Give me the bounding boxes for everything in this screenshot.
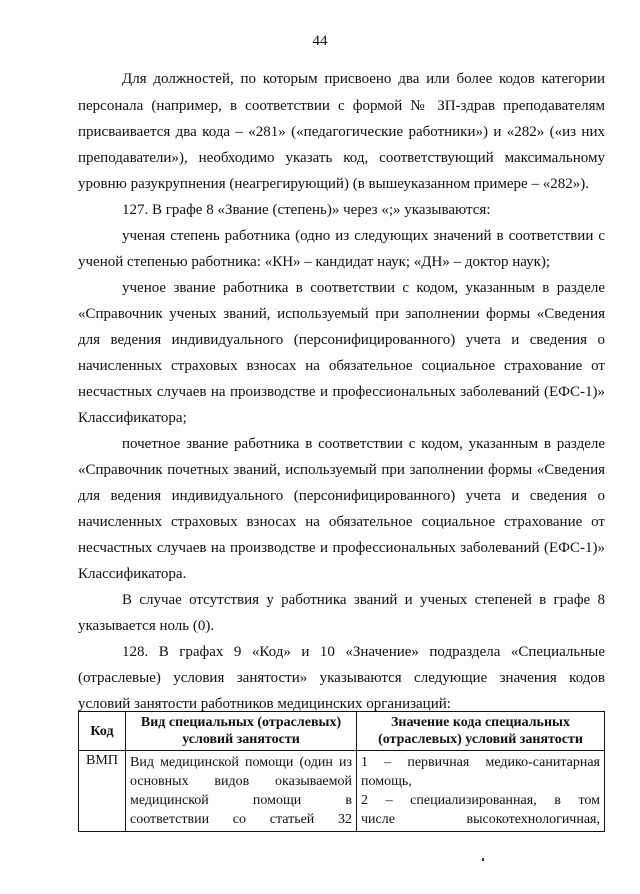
- row-kind-line: основных видов оказываемой: [130, 774, 352, 789]
- row-value: [357, 751, 605, 832]
- conditions-table: [78, 711, 605, 832]
- text-line: Для должностей, по которым присвоено два или более кодов категории: [122, 71, 605, 87]
- text-line: (отраслевые) условия занятости» указываются следующие значения кодов: [78, 670, 605, 686]
- row-value-line: 1 – первичная медико-санитарная: [361, 755, 600, 770]
- text-line: В случае отсутствия у работника званий и ученых степеней в графе 8: [122, 592, 605, 608]
- header-kind-line: Вид специальных (отраслевых): [140, 715, 342, 730]
- row-kind-line: соответствии со статьей 32: [130, 812, 352, 827]
- text-line: несчастных случаев на производстве и профессиональных заболеваний (ЕФС-1)»: [78, 384, 605, 400]
- scan-speck: [482, 858, 484, 861]
- row-value-line: 2 – специализированная, в том: [361, 793, 600, 808]
- header-code: Код: [79, 712, 126, 751]
- text-line: почетное звание работника в соответствии с кодом, указанным в разделе: [122, 436, 605, 452]
- text-line: уровню разукрупнения (неагрегирующий) (в вышеуказанном примере – «282»).: [78, 176, 589, 192]
- row-kind: [126, 751, 357, 832]
- text-line: ученой степенью работника: «КН» – кандидат наук; «ДН» – доктор наук);: [78, 254, 551, 270]
- text-line: начисленных страховых взносах на обязательное социальное страхование от: [78, 514, 605, 530]
- text-line: Классификатора;: [78, 410, 187, 426]
- text-line: 127. В графе 8 «Звание (степень)» через «;» указываются:: [122, 202, 491, 218]
- text-line: для ведения индивидуального (персонифицированного) учета и сведения о: [78, 332, 605, 348]
- text-line: для ведения индивидуального (персонифицированного) учета и сведения о: [78, 488, 605, 504]
- text-line: начисленных страховых взносах на обязательное социальное страхование от: [78, 358, 605, 374]
- text-line: Классификатора.: [78, 566, 187, 582]
- row-value-line: числе высокотехнологичная,: [361, 812, 600, 827]
- header-value-line: Значение кода специальных: [391, 715, 570, 730]
- text-line: преподаватели»), необходимо указать код, соответствующий максимальному: [78, 150, 605, 166]
- table-header-row: [79, 712, 605, 751]
- text-line: «Справочник ученых званий, используемый при заполнении формы «Сведения: [78, 306, 605, 322]
- row-code: ВМП: [79, 751, 126, 832]
- row-kind-line: Вид медицинской помощи (один из: [130, 755, 352, 770]
- text-line: несчастных случаев на производстве и профессиональных заболеваний (ЕФС-1)»: [78, 540, 605, 556]
- text-line: 128. В графах 9 «Код» и 10 «Значение» подраздела «Специальные: [122, 644, 605, 660]
- text-line: «Справочник почетных званий, используемый при заполнении формы «Сведения: [78, 462, 605, 478]
- header-kind: [126, 712, 357, 751]
- text-line: присваивается два кода – «281» («педагогические работники») и «282» («из них: [78, 124, 605, 140]
- page-number: 44: [312, 33, 328, 49]
- table-row: [79, 751, 605, 832]
- row-value-line: помощь,: [361, 774, 412, 789]
- text-line: условий занятости работников медицинских организаций:: [78, 696, 451, 712]
- text-line: указывается ноль (0).: [78, 618, 215, 634]
- text-line: персонала (например, в соответствии с формой № ЗП-здрав преподавателям: [78, 98, 605, 114]
- header-value-line: (отраслевых) условий занятости: [378, 732, 583, 747]
- text-line: ученое звание работника в соответствии с кодом, указанным в разделе: [122, 280, 605, 296]
- header-kind-line: условий занятости: [182, 732, 300, 747]
- row-kind-line: медицинской помощи в: [130, 793, 352, 808]
- header-value: [357, 712, 605, 751]
- text-line: ученая степень работника (одно из следующих значений в соответствии с: [122, 228, 605, 244]
